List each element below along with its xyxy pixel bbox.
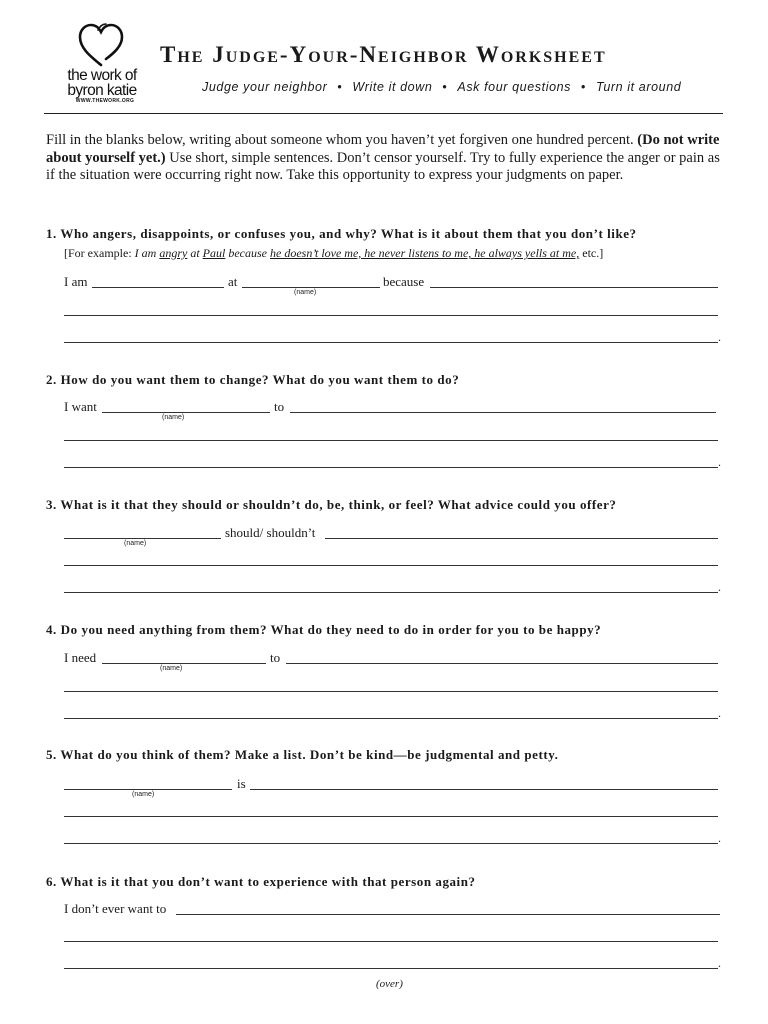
question-2-title: 2. How do you want them to change? What do you want them to do? (46, 372, 460, 387)
q1-lead-text: I am (64, 274, 88, 289)
separator-dot: • (337, 80, 343, 94)
q2-end-period: . (718, 455, 721, 469)
intro-bold-note: (Do not write about yourself yet.) (46, 132, 720, 166)
intro-paragraph (46, 132, 726, 185)
q5-judgment-blank[interactable] (250, 789, 718, 790)
question-3-title: 3. What is it that they should or shouldn’t do, be, think, or feel? What advice could you offer? (46, 497, 617, 512)
heart-logo-icon (76, 22, 126, 68)
q1-reason-blank[interactable] (430, 287, 718, 288)
example-i-am: I am (134, 246, 160, 260)
q5-name-label: (name) (132, 791, 155, 798)
question-5-title: 5. What do you think of them? Make a list. Don’t be kind—be judgmental and petty. (46, 747, 559, 762)
q3-answer-line-3[interactable] (64, 592, 718, 593)
q4-lead-text: I need (64, 650, 97, 665)
q2-name-label: (name) (162, 414, 185, 421)
q5-is-text: is (237, 776, 246, 791)
q5-end-period: . (718, 831, 721, 845)
q6-experience-blank[interactable] (176, 914, 720, 915)
example-emotion: angry (159, 246, 188, 260)
intro-text-1: Fill in the blanks below, writing about someone whom you haven’t yet forgiven one hundred percent. (46, 132, 638, 148)
logo-url: WWW.THEWORK.ORG (75, 98, 135, 104)
q2-lead-text: I want (64, 399, 97, 414)
q5-answer-line-2[interactable] (64, 816, 718, 817)
subtitle (202, 80, 681, 94)
byron-katie-logo (60, 22, 144, 112)
step-4: Turn it around (596, 80, 682, 94)
q2-answer-line-3[interactable] (64, 467, 718, 468)
q4-answer-line-2[interactable] (64, 691, 718, 692)
question-1-title: 1. Who angers, disappoints, or confuses you, and why? What is it about them that you don’t like? (46, 226, 637, 241)
example-because: because (225, 246, 270, 260)
q6-lead-text: I don’t ever want to (64, 901, 167, 916)
page-title: The Judge-Your-Neighbor Worksheet (160, 42, 607, 67)
over-page-note: (over) (376, 978, 403, 990)
q1-name-label: (name) (294, 289, 317, 296)
q3-advice-blank[interactable] (325, 538, 718, 539)
q4-name-label: (name) (160, 665, 183, 672)
q4-answer-line-3[interactable] (64, 718, 718, 719)
q1-end-period: . (718, 330, 721, 344)
question-6-title: 6. What is it that you don’t want to experience with that person again? (46, 874, 476, 889)
intro-text-2: Use short, simple sentences. Don’t censor yourself. Try to fully experience the anger or pain as if the situation were occurring right now. Take this opportunity to express your judgments on paper. (46, 149, 720, 183)
q1-answer-line-2[interactable] (64, 315, 718, 316)
q1-at-text: at (228, 274, 238, 289)
q2-change-blank[interactable] (290, 412, 716, 413)
q6-end-period: . (718, 956, 721, 970)
example-name: Paul (202, 246, 226, 260)
separator-dot: • (442, 80, 448, 94)
q1-answer-line-3[interactable] (64, 342, 718, 343)
q1-name-blank[interactable] (242, 287, 380, 288)
q3-answer-line-2[interactable] (64, 565, 718, 566)
q3-name-blank[interactable] (64, 538, 221, 539)
q6-answer-line-3[interactable] (64, 968, 718, 969)
q4-end-period: . (718, 706, 721, 720)
q5-answer-line-3[interactable] (64, 843, 718, 844)
logo-text-line1: the work of (67, 67, 137, 84)
q1-emotion-blank[interactable] (92, 287, 224, 288)
example-close: etc.] (579, 246, 604, 260)
q5-name-blank[interactable] (64, 789, 232, 790)
example-at: at (187, 246, 203, 260)
q6-answer-line-2[interactable] (64, 941, 718, 942)
q2-to-text: to (274, 399, 285, 414)
q4-name-blank[interactable] (102, 663, 266, 664)
q1-because-text: because (383, 274, 425, 289)
separator-dot: • (581, 80, 587, 94)
q2-name-blank[interactable] (102, 412, 270, 413)
q2-answer-line-2[interactable] (64, 440, 718, 441)
q3-end-period: . (718, 580, 721, 594)
step-3: Ask four questions (457, 80, 572, 94)
step-2: Write it down (352, 80, 433, 94)
question-4-title: 4. Do you need anything from them? What do they need to do in order for you to be happy? (46, 622, 602, 637)
logo-text-line2: byron katie (67, 82, 137, 99)
q4-need-blank[interactable] (286, 663, 718, 664)
q4-to-text: to (270, 650, 281, 665)
question-1-example (64, 246, 603, 261)
step-1: Judge your neighbor (202, 80, 328, 94)
example-open: [For example: (64, 246, 135, 260)
q3-name-label: (name) (124, 540, 147, 547)
example-reason: he doesn’t love me, he never listens to me, he always yells at me, (270, 246, 580, 260)
q3-should-text: should/ shouldn’t (225, 525, 316, 540)
header-divider (44, 113, 723, 114)
